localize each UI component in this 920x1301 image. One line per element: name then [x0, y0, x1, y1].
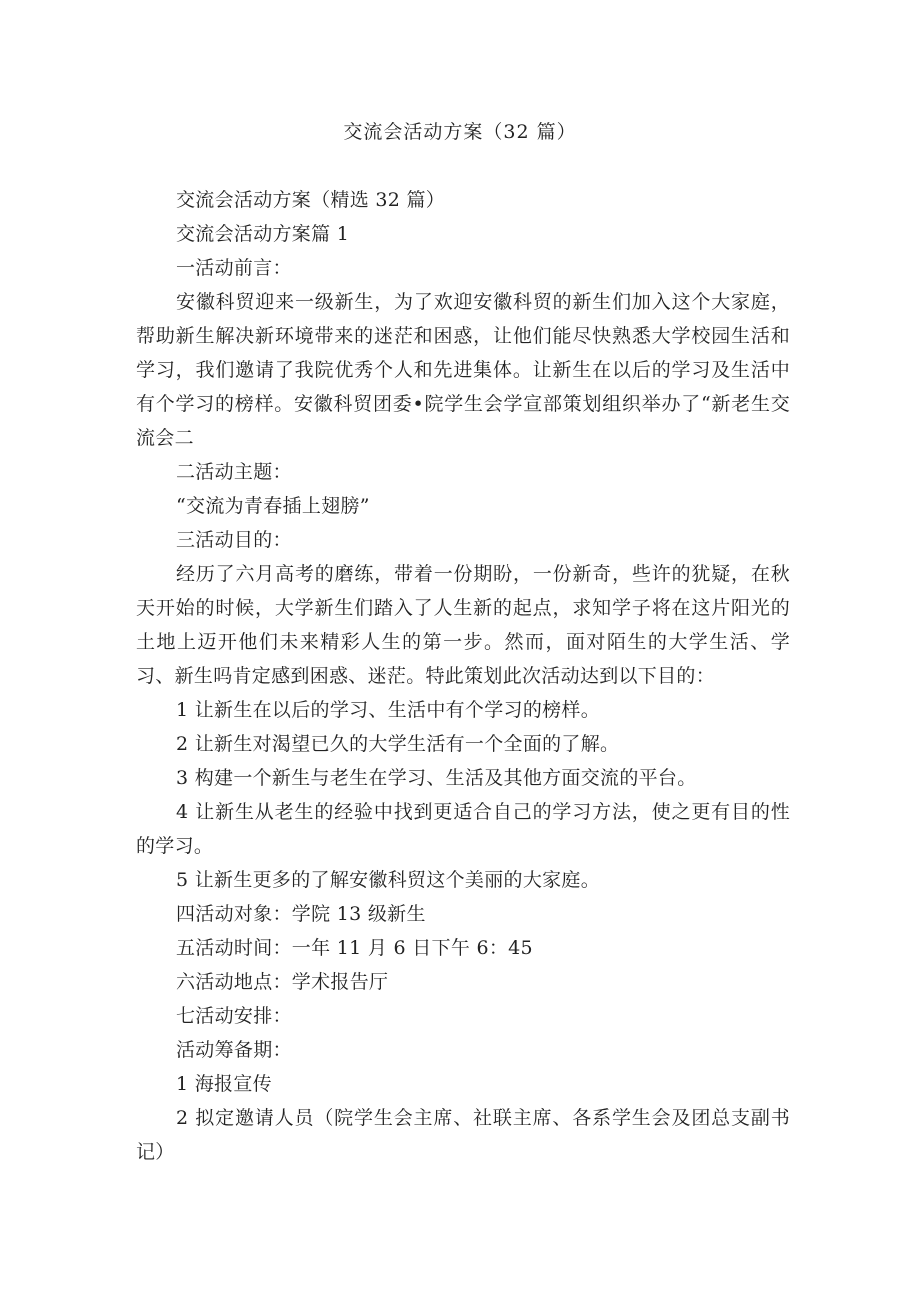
- paragraph-location: 六活动地点：学术报告厅: [176, 971, 389, 993]
- document-body: [136, 183, 790, 1169]
- paragraph-preface-heading: 一活动前言：: [176, 257, 292, 279]
- paragraph-preparation-heading: 活动筹备期：: [176, 1039, 292, 1061]
- paragraph-purpose-item-2: 2 让新生对渴望已久的大学生活有一个全面的了解。: [176, 733, 620, 755]
- paragraph-section-heading: 交流会活动方案篇 1: [176, 223, 350, 245]
- paragraph-preface-body: 安徽科贸迎来一级新生，为了欢迎安徽科贸的新生们加入这个大家庭，帮助新生解决新环境带来的迷茫和困惑，让他们能尽快熟悉大学校园生活和学习，我们邀请了我院优秀个人和先进集体。让新生在以后的学习及生活中有个学习的榜样。安徽科贸团委•院学生会学宣部策划组织举办了“新老生交流会二: [136, 291, 790, 449]
- paragraph-preparation-item-1: 1 海报宣传: [176, 1073, 272, 1095]
- document-title: 交流会活动方案（32 篇）: [343, 121, 577, 143]
- paragraph-theme-heading: 二活动主题：: [176, 461, 292, 483]
- paragraph-time: 五活动时间：一年 11 月 6 日下午 6：45: [176, 937, 533, 959]
- paragraph-purpose-item-1: 1 让新生在以后的学习、生活中有个学习的榜样。: [176, 699, 601, 721]
- paragraph-subtitle: 交流会活动方案（精选 32 篇）: [176, 189, 446, 211]
- paragraph-purpose-body: 经历了六月高考的磨练，带着一份期盼，一份新奇，些许的犹疑，在秋天开始的时候，大学新生们踏入了人生新的起点，求知学子将在这片阳光的土地上迈开他们未来精彩人生的第一步。然而，面对陌生的大学生活、学习、新生吗肯定感到困惑、迷茫。特此策划此次活动达到以下目的：: [136, 563, 790, 687]
- paragraph-arrangement-heading: 七活动安排：: [176, 1005, 292, 1027]
- paragraph-audience: 四活动对象：学院 13 级新生: [176, 903, 426, 925]
- paragraph-purpose-heading: 三活动目的：: [176, 529, 292, 551]
- paragraph-purpose-item-3: 3 构建一个新生与老生在学习、生活及其他方面交流的平台。: [176, 767, 697, 789]
- paragraph-purpose-item-4: 4 让新生从老生的经验中找到更适合自己的学习方法，使之更有目的性的学习。: [136, 801, 790, 857]
- paragraph-preparation-item-2: 2 拟定邀请人员（院学生会主席、社联主席、各系学生会及团总支副书记）: [136, 1107, 790, 1163]
- paragraph-theme-body: “交流为青春插上翅膀”: [176, 495, 370, 517]
- paragraph-purpose-item-5: 5 让新生更多的了解安徽科贸这个美丽的大家庭。: [176, 869, 601, 891]
